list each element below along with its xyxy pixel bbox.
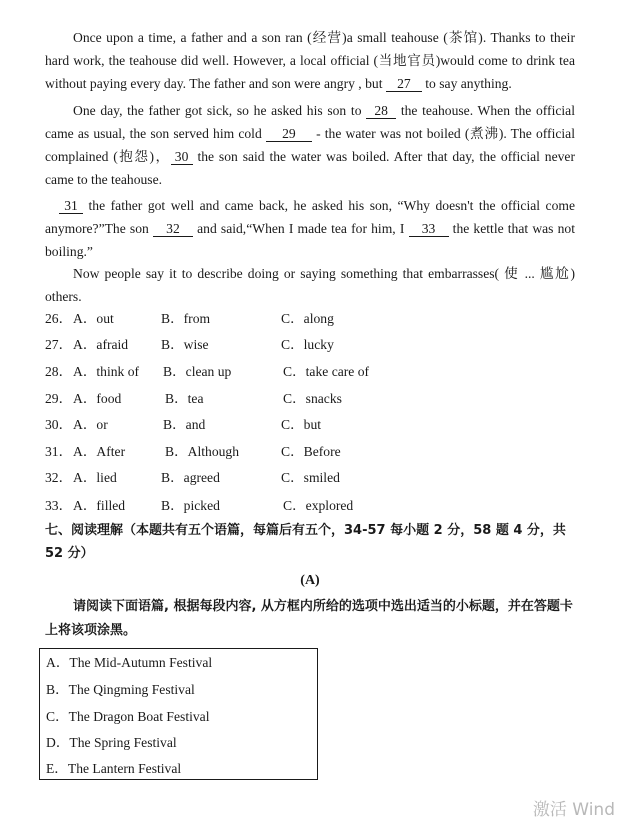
option-a: A．filled	[73, 498, 126, 513]
option-b: B．clean up	[163, 364, 232, 379]
heading-options-box	[39, 648, 318, 780]
option-c: C．but	[281, 417, 322, 432]
passage-text: Once upon a time, a father and a son ran (经营)a small teahouse (茶馆). Thanks to their hard work, the teahouse did well. However, a local official (当地官员)would come to drink tea without paying every day. The father and son were angry , but	[45, 30, 575, 91]
option-b: B．picked	[161, 498, 220, 513]
option-c: C．smiled	[281, 470, 340, 485]
passage-text: the teahouse. When the official came as usual, the son served him cold	[45, 103, 575, 141]
option-b: B．wise	[161, 337, 209, 352]
option-a: A．food	[73, 391, 122, 406]
question-number: 30．	[45, 417, 73, 432]
heading-option: D．The Spring Festival	[46, 735, 177, 750]
heading-option: E．The Lantern Festival	[46, 761, 182, 776]
option-a: A．afraid	[73, 337, 129, 352]
blank-28: 28	[366, 103, 396, 119]
option-b: B．tea	[165, 391, 204, 406]
option-b: B．Although	[165, 444, 240, 459]
option-c: C．along	[281, 311, 334, 326]
blank-32: 32	[153, 221, 193, 237]
passage-paragraph-2	[45, 99, 575, 191]
passage-text: One day, the father got sick, so he asked his son to	[73, 103, 367, 118]
passage-text: to say anything.	[421, 76, 512, 91]
section-heading: 七、阅读理解（本题共有五个语篇，每篇后有五个，34-57 每小题 2 分，58 题 4 分，共 52 分）	[45, 523, 566, 561]
option-c: C．snacks	[283, 391, 342, 406]
instruction-text: 请阅读下面语篇, 根据每段内容, 从方框内所给的选项中选出适当的小标题，并在答题卡上将该项涂黑。	[45, 599, 573, 638]
passage-paragraph-1	[45, 26, 575, 95]
question-number: 31．	[45, 444, 73, 459]
heading-option: A．The Mid-Autumn Festival	[46, 655, 213, 670]
heading-option: C．The Dragon Boat Festival	[46, 709, 210, 724]
blank-31: 31	[59, 198, 83, 214]
option-a: A．lied	[73, 470, 117, 485]
option-c: C．Before	[281, 444, 341, 459]
question-number: 32．	[45, 470, 73, 485]
heading-option: B．The Qingming Festival	[46, 682, 195, 697]
passage-text: - the water was not boiled (煮沸). The official complained (抱怨)，	[45, 126, 575, 164]
option-a: A．out	[73, 311, 114, 326]
option-b: B．from	[161, 311, 211, 326]
passage-text: Now people say it to describe doing or saying something that embarrasses( 使 ... 尴尬) others.	[45, 266, 575, 304]
option-c: C．lucky	[281, 337, 334, 352]
blank-29: 29	[266, 126, 312, 142]
option-a: A．think of	[73, 364, 140, 379]
passage-text: the kettle that was not boiling.”	[45, 221, 575, 259]
option-c: C．explored	[283, 498, 354, 513]
option-a: A．After	[73, 444, 126, 459]
blank-30: 30	[171, 149, 193, 165]
blank-27: 27	[386, 76, 422, 92]
option-b: B．and	[163, 417, 206, 432]
passage-text: the son said the water was boiled. After that day, the official never came to the teahouse.	[45, 149, 575, 187]
question-number: 29．	[45, 391, 73, 406]
passage-paragraph-3	[45, 194, 575, 263]
option-a: A．or	[73, 417, 108, 432]
question-number: 28．	[45, 364, 73, 379]
option-c: C．take care of	[283, 364, 370, 379]
watermark: 激活 Wind	[532, 800, 615, 820]
passage-paragraph-4	[45, 262, 575, 308]
question-number: 27．	[45, 337, 73, 352]
option-b: B．agreed	[161, 470, 220, 485]
question-number: 26．	[45, 311, 73, 326]
passage-text: and said,“When I made tea for him, I	[192, 221, 409, 236]
blank-33: 33	[409, 221, 449, 237]
passage-title: (A)	[300, 573, 320, 588]
question-number: 33．	[45, 498, 73, 513]
passage-text: the father got well and came back, he asked his son, “Why doesn't the official come anymore?”The son	[45, 198, 575, 236]
